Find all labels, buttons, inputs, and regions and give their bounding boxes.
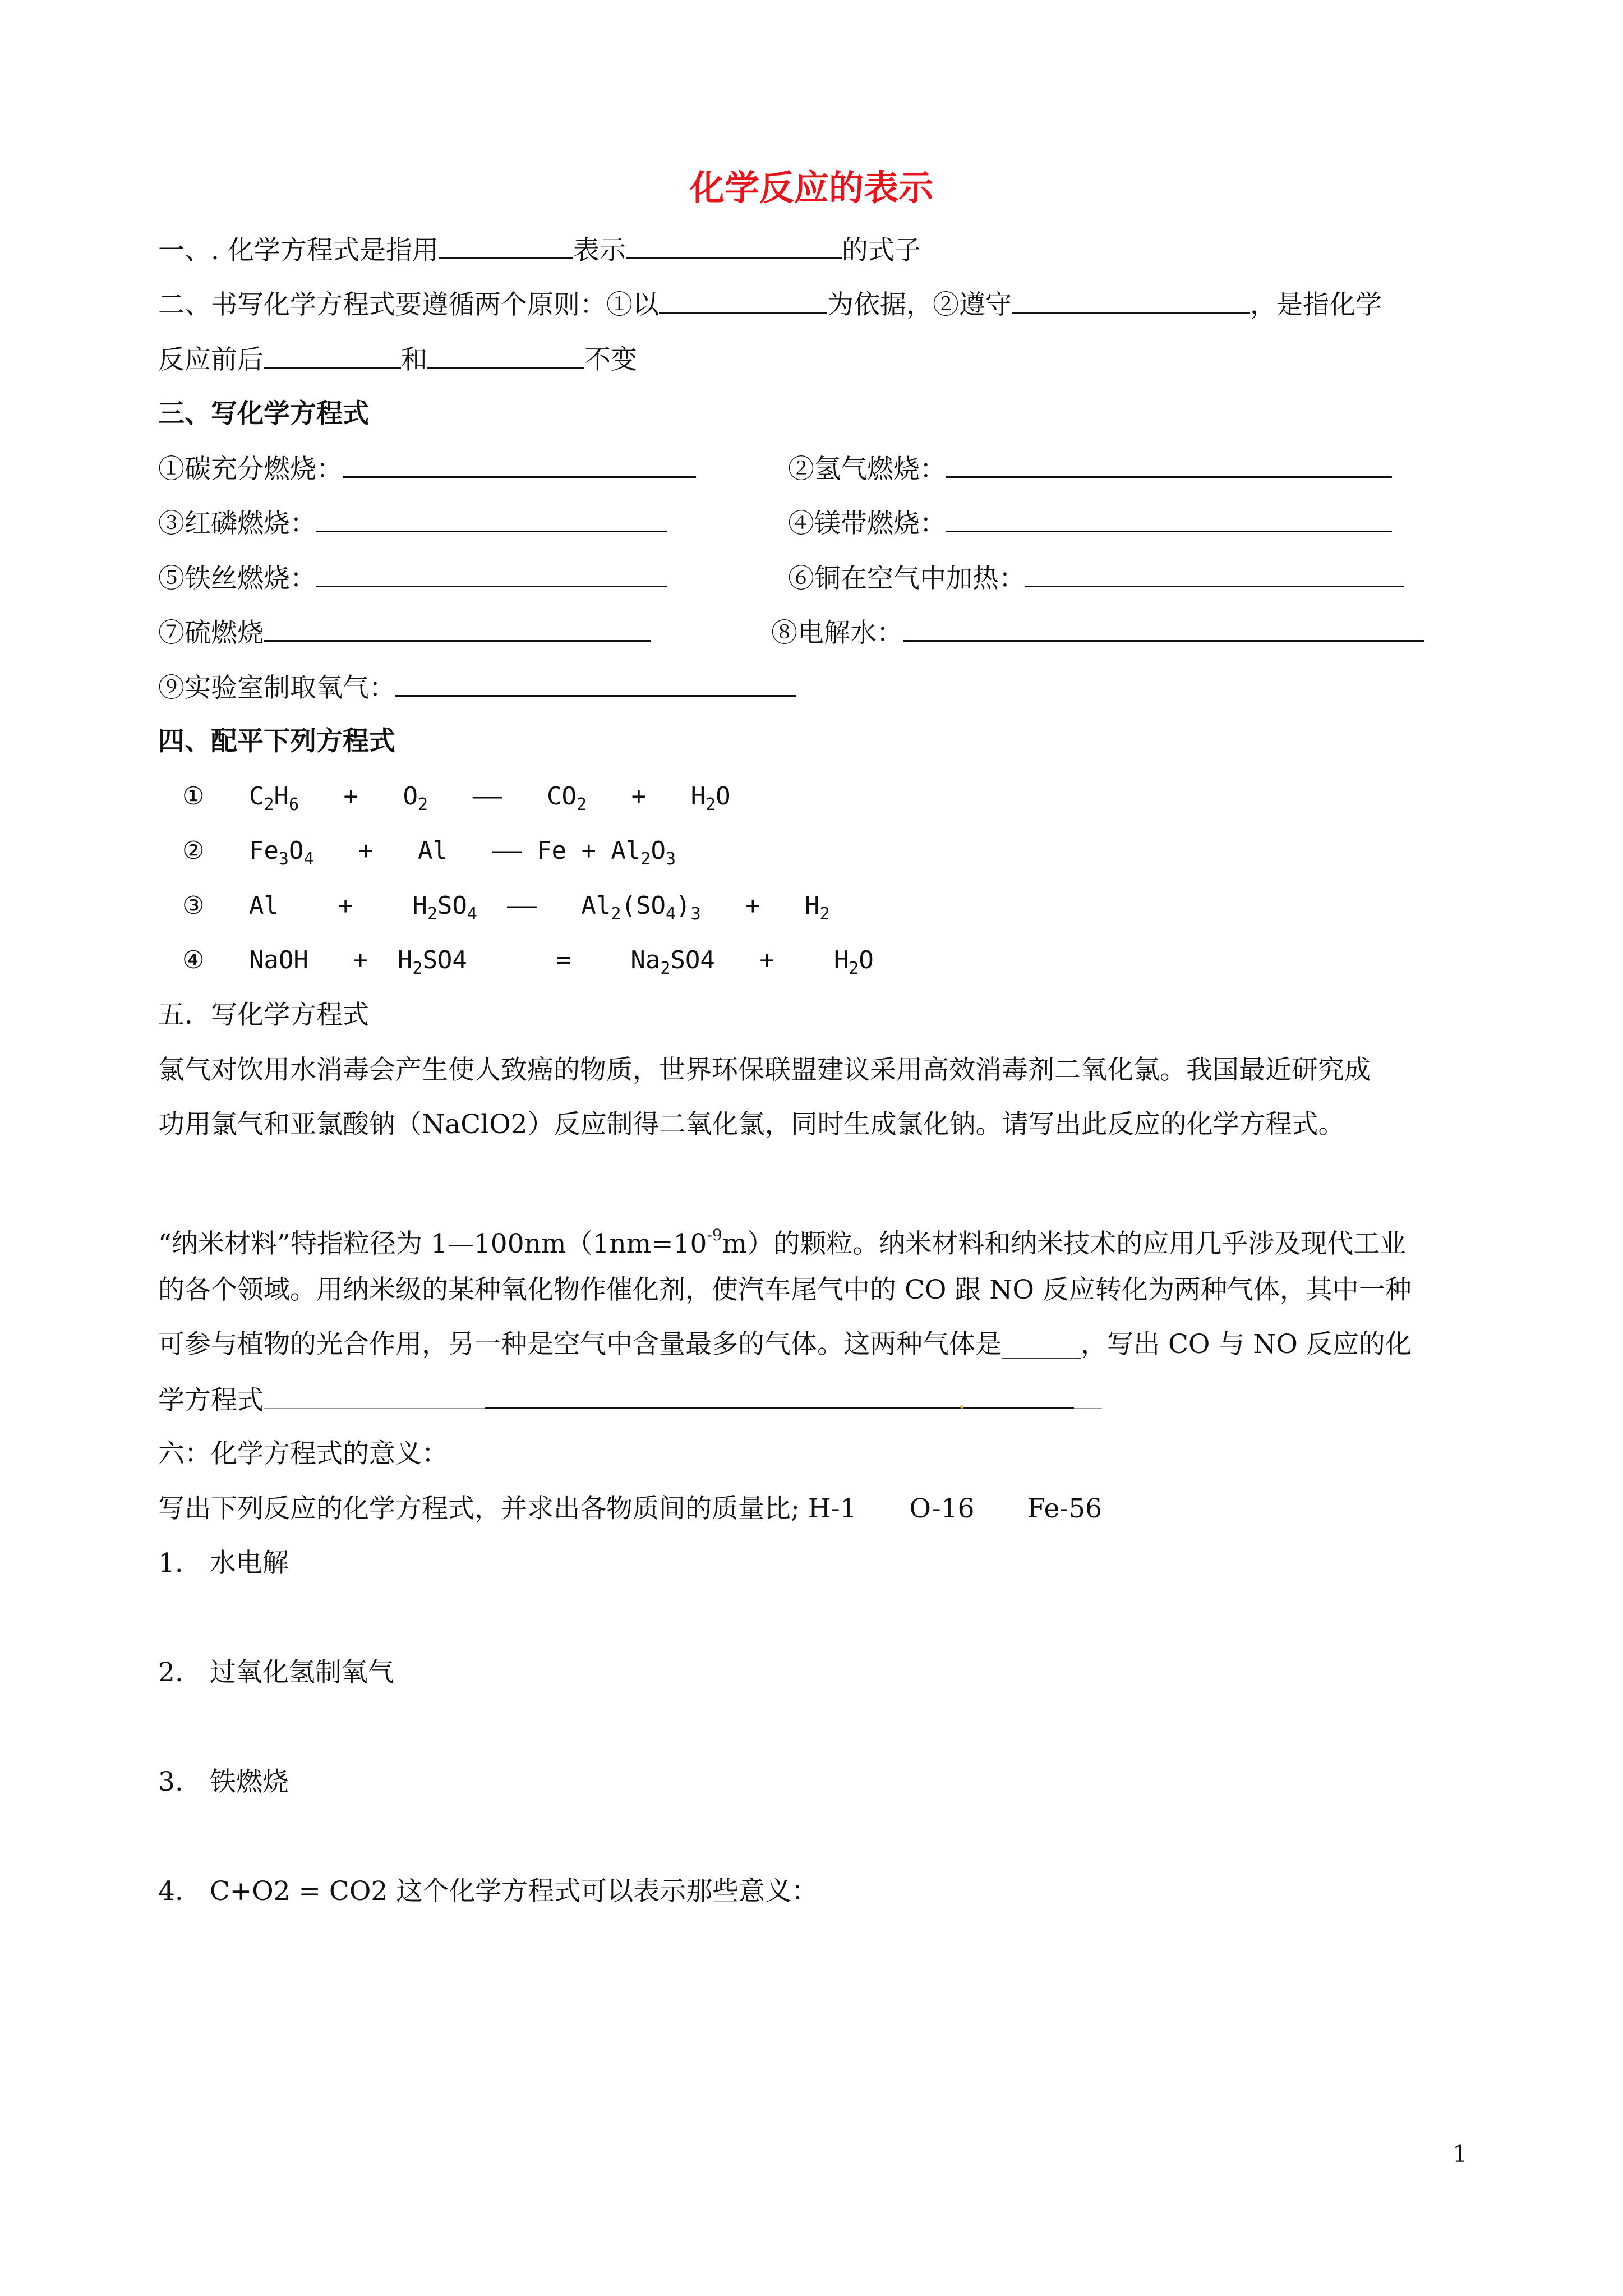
s5-paragraph-1-line-2: 功用氯气和亚氯酸钠（NaClO2）反应制得二氧化氯，同时生成氯化钠。请写出此反应的化学方程式。 — [158, 1109, 1345, 1140]
s2-text-b: 为依据，②遵守 — [827, 289, 1012, 320]
eq3-sub: 2 — [427, 904, 437, 924]
section-2-line-1 — [158, 287, 1382, 321]
s2-blank-1[interactable] — [659, 287, 827, 314]
s2-blank-2[interactable] — [1012, 287, 1250, 314]
balance-equation-4 — [182, 944, 874, 977]
eq1-sub: 2 — [264, 795, 274, 815]
nano-exponent: -9 — [707, 1226, 722, 1244]
s3-item-5-label: ⑤铁丝燃烧： — [158, 563, 316, 594]
s3-item-6-blank[interactable] — [1025, 561, 1404, 587]
nano-text-pre: “纳米材料”特指粒径为 1—100nm（1nm=10 — [158, 1228, 707, 1259]
s1-blank-1[interactable] — [439, 233, 573, 259]
eq3-sub: 2 — [819, 904, 830, 924]
eq1-term: O — [716, 782, 731, 811]
section-5-heading: 五．写化学方程式 — [158, 1000, 369, 1030]
eq3-term: Al — [581, 891, 611, 920]
s5-paragraph-2-line-1 — [158, 1218, 1407, 1259]
eq1-term: + — [343, 782, 359, 811]
eq3-sub: 4 — [665, 904, 676, 924]
balance-equation-3 — [182, 889, 830, 923]
s3-item-3 — [158, 506, 667, 540]
eq2-term: O — [288, 836, 304, 865]
s5-paragraph-1-line-1: 氯气对饮用水消毒会产生使人致癌的物质，世界环保联盟建议采用高效消毒剂二氧化氯。我国最近研究成 — [158, 1055, 1371, 1085]
eq3-term: ) — [676, 891, 691, 920]
s3-item-5-blank[interactable] — [316, 561, 667, 587]
s2-blank-4[interactable] — [427, 342, 584, 369]
s3-item-4 — [788, 506, 1392, 541]
eq1-term: CO — [547, 782, 577, 811]
eq1-term: H — [274, 782, 289, 811]
eq3-term: + — [745, 891, 760, 920]
s1-text-b: 表示 — [573, 235, 626, 266]
eq4-sub: 2 — [660, 959, 671, 978]
s3-item-4-blank[interactable] — [946, 506, 1392, 532]
eq1-term: + — [631, 782, 647, 811]
eq3-term: SO — [437, 891, 467, 920]
eq4-term: O — [859, 946, 874, 974]
eq4-sub: 2 — [412, 959, 423, 978]
eq2-term: Fe — [248, 836, 279, 865]
s2-text-e: 和 — [401, 344, 427, 375]
s3-item-7-blank[interactable] — [264, 615, 651, 642]
s6-question-4: 4. C+O2 = CO2 这个化学方程式可以表示那些意义： — [158, 1876, 818, 1907]
s6-intro: 写出下列反应的化学方程式，并求出各物质间的质量比; H-1 O-16 Fe-56 — [158, 1493, 1103, 1524]
balance-equation-2 — [182, 834, 676, 868]
eq3-term: + — [338, 891, 353, 920]
s2-blank-3[interactable] — [264, 342, 401, 369]
eq2-term: Fe + Al — [536, 836, 641, 865]
s1-text-a: 一、. 化学方程式是指用 — [158, 235, 439, 266]
eq2-sub: 2 — [640, 849, 651, 869]
s3-item-1 — [158, 452, 696, 485]
eq2-sub: 3 — [278, 849, 289, 869]
s3-item-1-label: ①碳充分燃烧： — [158, 454, 343, 485]
eq3-term: H — [412, 891, 427, 920]
s3-item-9-blank[interactable] — [395, 670, 796, 697]
eq3-sub: 2 — [611, 904, 621, 924]
s5-equation-blank-thin[interactable] — [264, 1383, 485, 1409]
s3-item-2-label: ②氢气燃烧： — [788, 454, 946, 485]
eq2-term: —— — [492, 836, 522, 865]
s3-item-2 — [788, 452, 1392, 486]
s2-text-c: ，是指化学 — [1250, 289, 1382, 320]
s3-item-9 — [158, 670, 796, 704]
s5-paragraph-2-line-4 — [158, 1383, 1102, 1416]
section-2-line-2 — [158, 342, 637, 376]
eq3-term: —— — [506, 891, 537, 920]
s3-item-3-blank[interactable] — [316, 506, 667, 532]
eq4-term: = — [556, 946, 571, 974]
s3-item-5 — [158, 561, 667, 595]
s5-equation-label: 学方程式 — [158, 1385, 264, 1416]
s6-question-3: 3. 铁燃烧 — [158, 1766, 289, 1797]
section-4-heading: 四、配平下列方程式 — [158, 726, 395, 757]
eq3-term: (SO — [621, 891, 666, 920]
eq3-sub: 4 — [467, 904, 477, 924]
eq4-number: ④ — [182, 946, 205, 974]
eq4-term: + — [353, 946, 368, 974]
stray-dot — [960, 1405, 963, 1409]
section-6-heading: 六：化学方程式的意义： — [158, 1438, 448, 1469]
s6-question-1: 1. 水电解 — [158, 1548, 289, 1579]
s5-equation-blank[interactable] — [485, 1383, 1074, 1409]
eq3-term: Al — [248, 891, 279, 920]
eq2-term: + — [358, 836, 374, 865]
s5-equation-blank-tail — [1074, 1383, 1102, 1409]
s3-item-4-label: ④镁带燃烧： — [788, 508, 946, 539]
s3-item-8-blank[interactable] — [903, 615, 1424, 642]
eq3-number: ③ — [182, 891, 205, 920]
eq4-term: SO4 — [670, 946, 715, 974]
s6-question-2: 2. 过氧化氢制氧气 — [158, 1657, 394, 1688]
s3-item-7 — [158, 615, 651, 649]
eq3-sub: 3 — [690, 904, 701, 924]
s5-paragraph-2-line-3: 可参与植物的光合作用，另一种是空气中含量最多的气体。这两种气体是______，写出 CO 与 NO 反应的化 — [158, 1329, 1412, 1360]
eq4-term: SO4 — [422, 946, 467, 974]
eq2-sub: 4 — [303, 849, 314, 869]
eq1-term: O — [403, 782, 418, 811]
eq1-number: ① — [182, 782, 205, 811]
balance-equation-1 — [182, 780, 731, 813]
s3-item-2-blank[interactable] — [946, 452, 1392, 478]
eq4-term: H — [397, 946, 413, 974]
eq1-sub: 6 — [289, 795, 299, 815]
s2-text-f: 不变 — [584, 344, 637, 375]
eq1-term: C — [248, 782, 264, 811]
section-1-line — [158, 233, 921, 266]
s3-item-1-blank[interactable] — [343, 452, 696, 478]
s3-item-8-label: ⑧电解水： — [771, 618, 903, 648]
eq1-sub: 2 — [418, 795, 428, 815]
eq1-sub: 2 — [706, 795, 716, 815]
eq2-term: Al — [418, 836, 448, 865]
eq4-term: NaOH — [248, 946, 308, 974]
eq2-term: O — [651, 836, 666, 865]
s2-text-d: 反应前后 — [158, 344, 264, 375]
eq1-term: —— — [472, 782, 502, 811]
eq1-term: H — [690, 782, 706, 811]
eq4-term: H — [833, 946, 849, 974]
s3-item-3-label: ③红磷燃烧： — [158, 508, 316, 539]
section-3-heading: 三、写化学方程式 — [158, 398, 369, 429]
eq1-sub: 2 — [577, 795, 587, 815]
eq4-term: Na — [630, 946, 661, 974]
s3-item-6-label: ⑥铜在空气中加热： — [788, 563, 1025, 594]
eq4-sub: 2 — [849, 959, 859, 978]
page-number: 1 — [1453, 2140, 1468, 2168]
eq2-number: ② — [182, 836, 205, 865]
s3-item-6 — [788, 561, 1404, 596]
eq3-term: H — [805, 891, 820, 920]
s3-item-8 — [771, 615, 1424, 650]
eq2-sub: 3 — [665, 849, 676, 869]
nano-text-post: m）的颗粒。纳米材料和纳米技术的应用几乎涉及现代工业 — [722, 1228, 1407, 1259]
s3-item-9-label: ⑨实验室制取氧气： — [158, 673, 395, 703]
s1-blank-2[interactable] — [626, 233, 842, 259]
s5-paragraph-2-line-2: 的各个领域。用纳米级的某种氧化物作催化剂，使汽车尾气中的 CO 跟 NO 反应转化为两种气体，其中一种 — [158, 1274, 1412, 1305]
s3-item-7-label: ⑦硫燃烧 — [158, 618, 264, 648]
eq4-term: + — [759, 946, 774, 974]
page-title: 化学反应的表示 — [689, 167, 933, 208]
s1-text-c: 的式子 — [841, 235, 921, 266]
s2-text-a: 二、书写化学方程式要遵循两个原则：①以 — [158, 289, 659, 320]
